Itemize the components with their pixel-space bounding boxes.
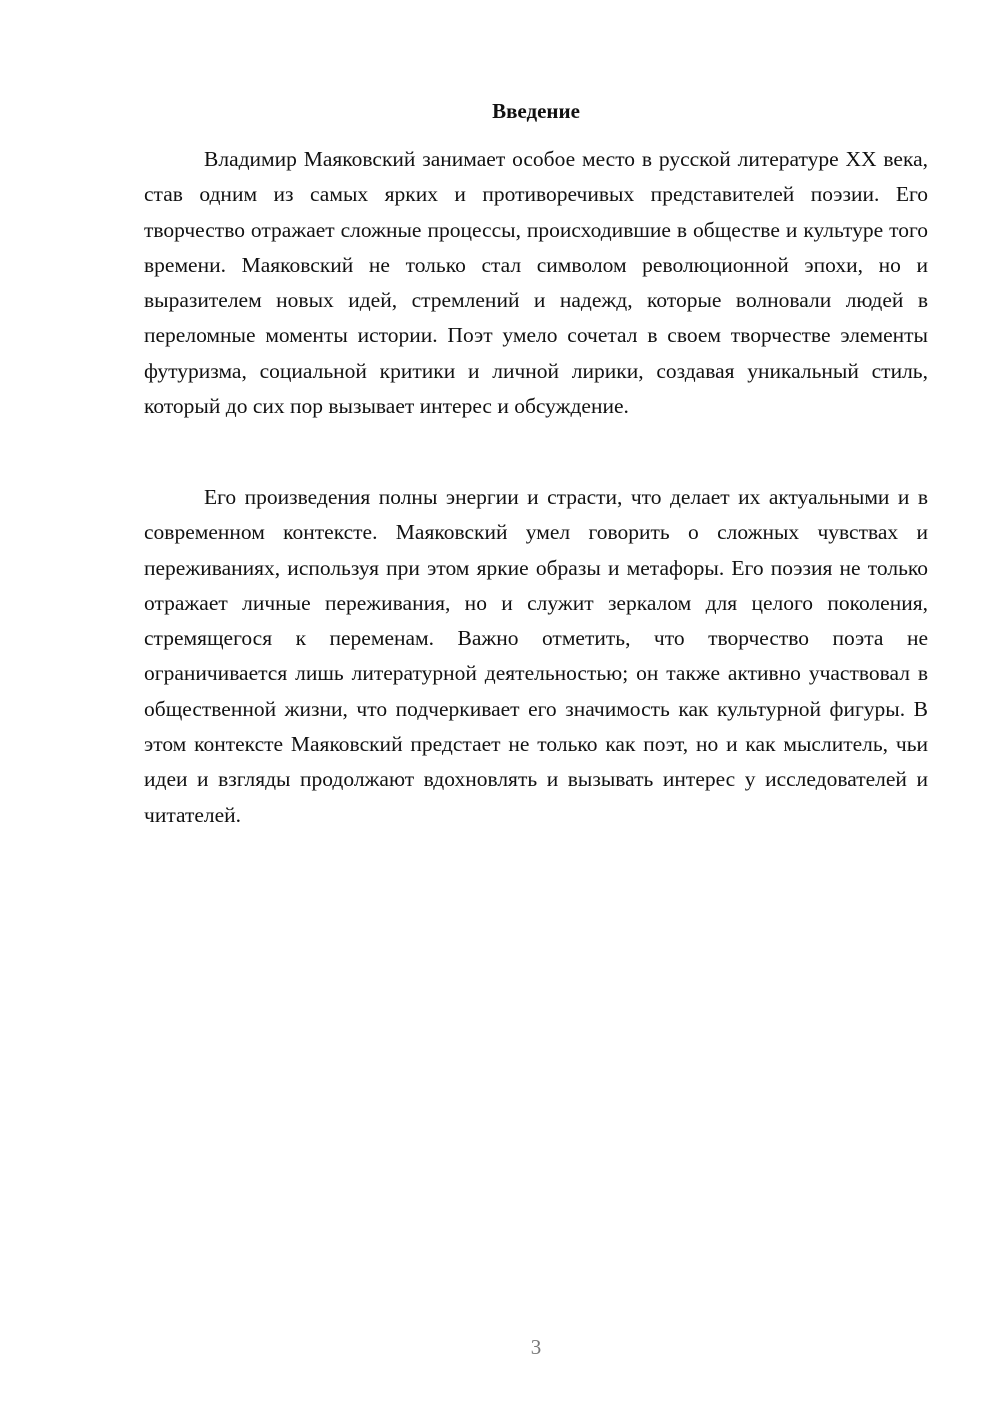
paragraph-intro: Владимир Маяковский занимает особое место в русской литературе XX века, став одним из самых ярких и противоречивых представителей поэзии. Его творчество отражает сложные процессы, происходившие в обществе и культуре того времени. Маяковский не только стал символом революционной эпохи, но и выразителем новых идей, стремлений и надежд, которые волновали людей в переломные моменты истории. Поэт умело сочетал в своем творчестве элементы футуризма, социальной критики и личной лирики, создавая уникальный стиль, который до сих пор вызывает интерес и обсуждение. — [144, 147, 928, 419]
section-title: Введение — [492, 99, 580, 123]
page-number: 3 — [530, 1335, 542, 1359]
paragraph-body: Его произведения полны энергии и страсти, что делает их актуальными и в современном контексте. Маяковский умел говорить о сложных чувствах и переживаниях, используя при этом яркие образы и метафоры. Его поэзия не только отражает личные переживания, но и служит зеркалом для целого поколения, стремящегося к переменам. Важно отметить, что творчество поэта не ограничивается лишь литературной деятельностью; он также активно участвовал в общественной жизни, что подчеркивает его значимость как культурной фигуры. В этом контексте Маяковский предстает не только как поэт, но и как мыслитель, чьи идеи и взгляды продолжают вдохновлять и вызывать интерес у исследователей и читателей. — [144, 485, 928, 827]
